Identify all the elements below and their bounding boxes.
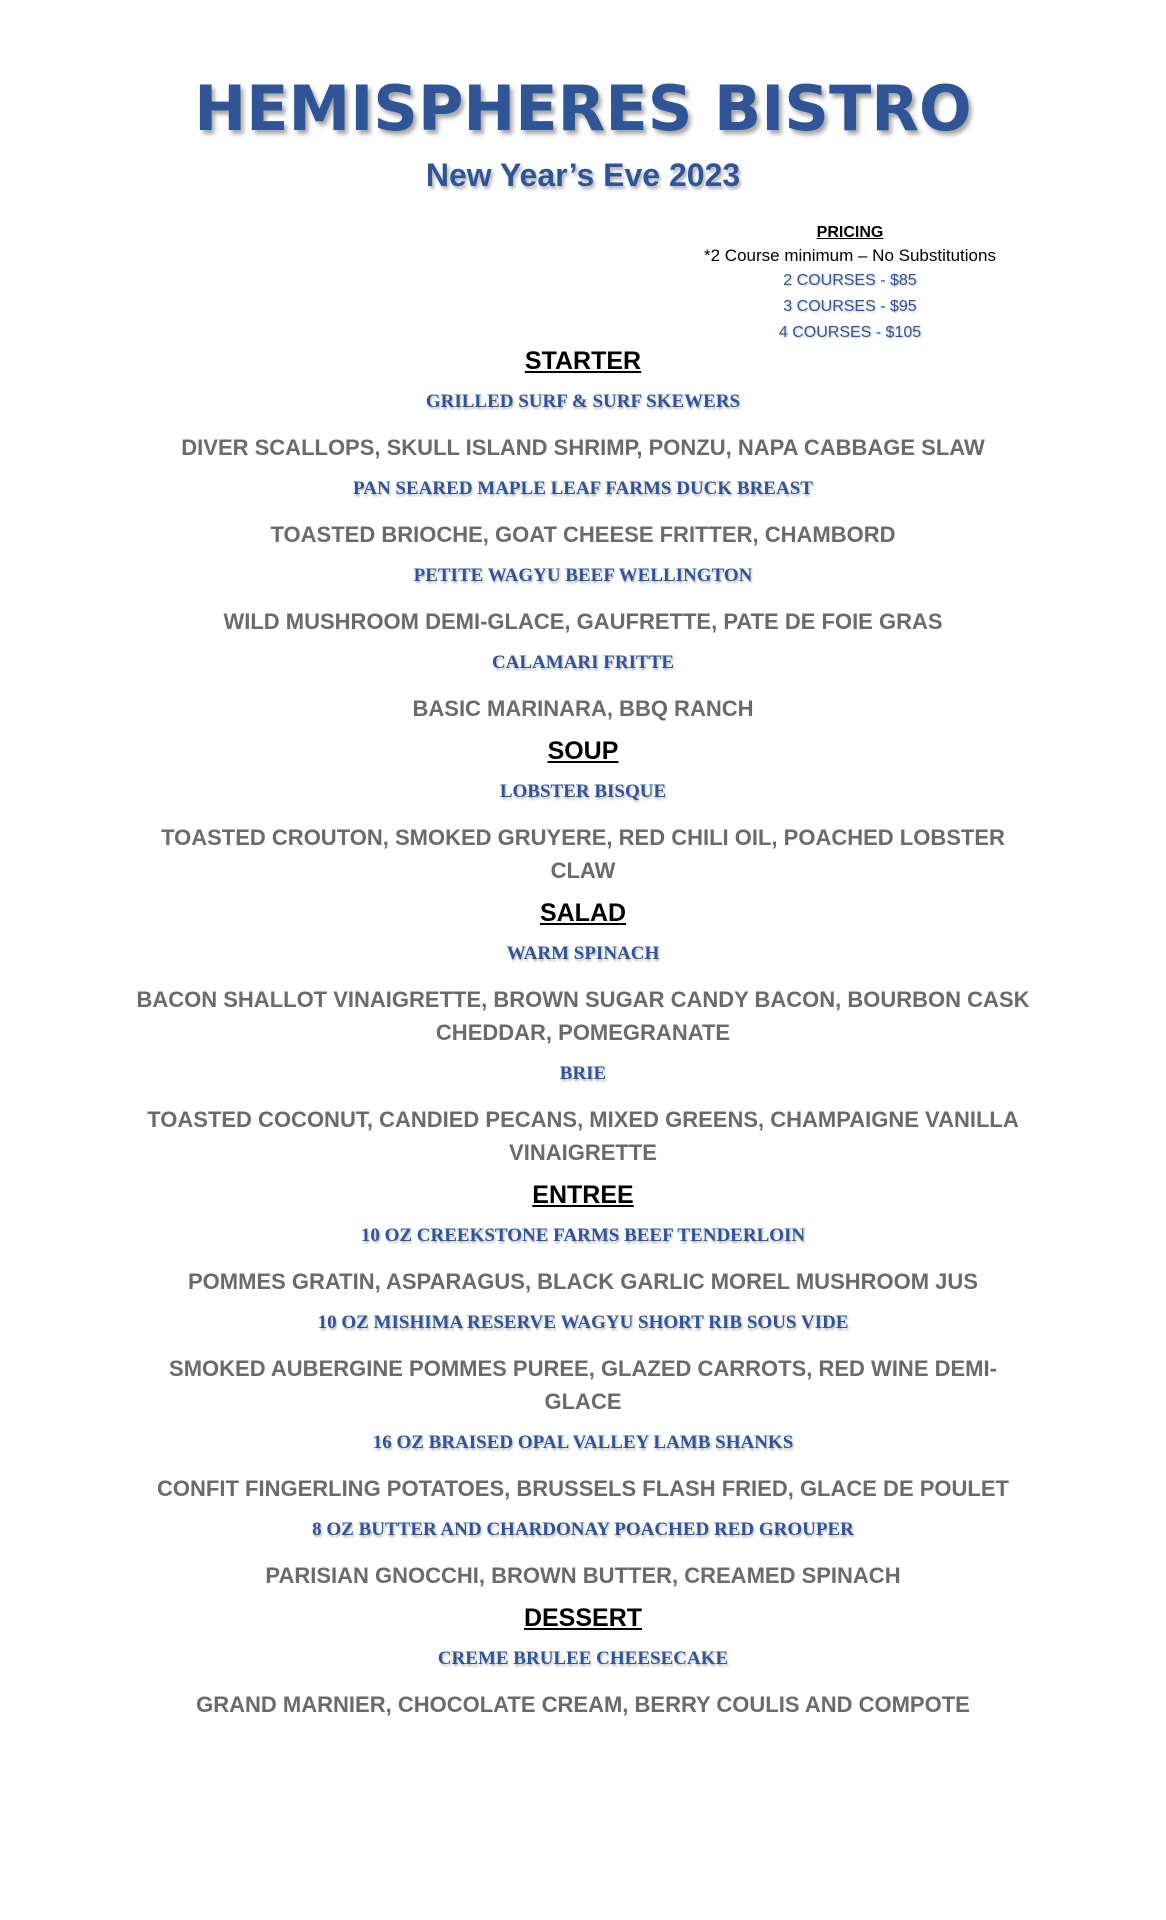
section-heading: DESSERT (523, 1604, 643, 1632)
menu-item (120, 1430, 1046, 1505)
menu-item (120, 389, 1046, 464)
event-subtitle: New Year’s Eve 2023 (425, 157, 741, 193)
section-heading: STARTER (524, 347, 642, 375)
item-name: LOBSTER BISQUE (499, 781, 667, 802)
menu-item (120, 1061, 1046, 1169)
pricing-tier: 3 COURSES - $95 (783, 298, 917, 315)
item-name: 10 OZ MISHIMA RESERVE WAGYU SHORT RIB SOUS VIDE (317, 1312, 849, 1333)
item-description: GRAND MARNIER, CHOCOLATE CREAM, BERRY COULIS AND COMPOTE (196, 1692, 970, 1717)
pricing-heading: PRICING (816, 224, 884, 241)
menu-item (120, 650, 1046, 725)
item-description: TOASTED BRIOCHE, GOAT CHEESE FRITTER, CHAMBORD (270, 522, 896, 547)
menu-section-soup (120, 735, 1046, 887)
menu (120, 345, 1046, 1721)
menu-section-starter (120, 345, 1046, 725)
pricing-note: *2 Course minimum – No Substitutions (704, 246, 996, 265)
item-description: DIVER SCALLOPS, SKULL ISLAND SHRIMP, PONZU, NAPA CABBAGE SLAW (181, 435, 985, 460)
section-heading: SALAD (539, 899, 627, 927)
item-name: PAN SEARED MAPLE LEAF FARMS DUCK BREAST (353, 478, 813, 499)
item-description: TOASTED CROUTON, SMOKED GRUYERE, RED CHILI OIL, POACHED LOBSTER CLAW (161, 825, 1005, 883)
pricing-tier: 2 COURSES - $85 (783, 272, 917, 289)
pricing-tier: 4 COURSES - $105 (778, 324, 922, 341)
menu-section-entree (120, 1179, 1046, 1592)
pricing-block (680, 222, 1020, 346)
section-heading: SOUP (547, 737, 619, 765)
item-description: PARISIAN GNOCCHI, BROWN BUTTER, CREAMED SPINACH (265, 1563, 901, 1588)
item-name: 10 OZ CREEKSTONE FARMS BEEF TENDERLOIN (360, 1225, 806, 1246)
item-description: CONFIT FINGERLING POTATOES, BRUSSELS FLASH FRIED, GLACE DE POULET (157, 1476, 1009, 1501)
item-description: POMMES GRATIN, ASPARAGUS, BLACK GARLIC MOREL MUSHROOM JUS (188, 1269, 978, 1294)
item-description: BACON SHALLOT VINAIGRETTE, BROWN SUGAR CANDY BACON, BOURBON CASK CHEDDAR, POMEGRANATE (136, 987, 1030, 1045)
menu-section-dessert (120, 1602, 1046, 1721)
menu-item (120, 563, 1046, 638)
item-name: GRILLED SURF & SURF SKEWERS (425, 391, 741, 412)
menu-section-salad (120, 897, 1046, 1169)
menu-item (120, 941, 1046, 1049)
item-name: CALAMARI FRITTE (491, 652, 675, 673)
section-heading: ENTREE (532, 1181, 634, 1209)
item-name: BRIE (559, 1063, 607, 1084)
item-name: WARM SPINACH (506, 943, 660, 964)
menu-item (120, 1646, 1046, 1721)
item-description: SMOKED AUBERGINE POMMES PUREE, GLAZED CARROTS, RED WINE DEMI-GLACE (169, 1356, 997, 1414)
item-description: WILD MUSHROOM DEMI-GLACE, GAUFRETTE, PATE DE FOIE GRAS (223, 609, 943, 634)
item-name: 8 OZ BUTTER AND CHARDONAY POACHED RED GROUPER (312, 1519, 854, 1540)
item-name: 16 OZ BRAISED OPAL VALLEY LAMB SHANKS (372, 1432, 794, 1453)
menu-item (120, 1223, 1046, 1298)
restaurant-title: HEMISPHERES BISTRO (194, 72, 972, 145)
item-name: PETITE WAGYU BEEF WELLINGTON (413, 565, 753, 586)
menu-item (120, 1517, 1046, 1592)
menu-item (120, 779, 1046, 887)
item-description: TOASTED COCONUT, CANDIED PECANS, MIXED GREENS, CHAMPAIGNE VANILLA VINAIGRETTE (147, 1107, 1019, 1165)
menu-item (120, 1310, 1046, 1418)
item-description: BASIC MARINARA, BBQ RANCH (412, 696, 754, 721)
item-name: CREME BRULEE CHEESECAKE (437, 1648, 729, 1669)
menu-item (120, 476, 1046, 551)
